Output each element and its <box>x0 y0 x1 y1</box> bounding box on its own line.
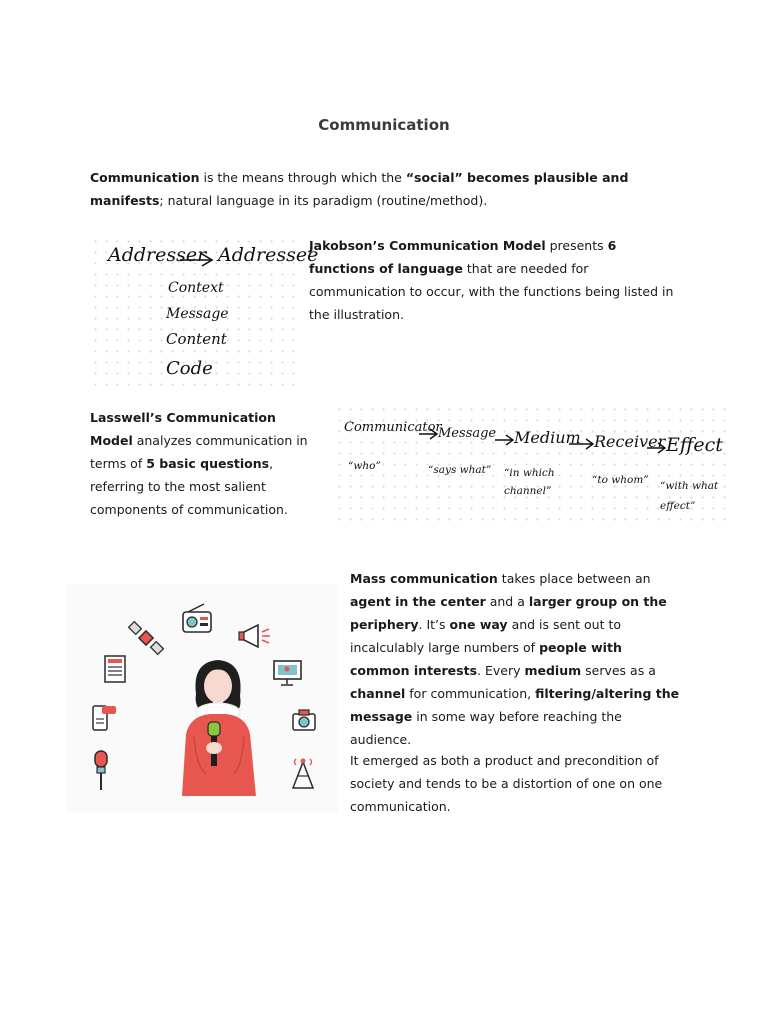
lasswell-diagram <box>334 404 732 526</box>
camera-icon <box>290 706 318 734</box>
mass-text-run: and a <box>485 594 529 609</box>
mass-bold-run: people with common interests <box>350 640 622 678</box>
mass-text-run: . It’s <box>418 617 450 632</box>
intro-bold-2: “social” becomes plausible and manifests <box>90 170 629 208</box>
jakobson-bold-1: Jakobson’s Communication Model <box>309 238 546 253</box>
lasswell-text-1: analyzes communication in terms of <box>90 433 308 471</box>
lasswell-arrow-3 <box>568 436 596 452</box>
reporter-figure <box>166 656 276 796</box>
mass-bold-run: one way <box>449 617 508 632</box>
mass-text-run: for communication, <box>405 686 536 701</box>
lasswell-question-1: “who” <box>348 460 381 472</box>
radio-icon <box>180 602 214 636</box>
jakobson-item-2: Message <box>166 306 229 322</box>
lasswell-question-4: “to whom” <box>592 474 649 486</box>
phone-icon <box>90 702 120 734</box>
mass-bold-run: larger group on the periphery <box>350 594 667 632</box>
lasswell-bold-1: Lasswell’s Communication Model <box>90 410 276 448</box>
jakobson-arrow <box>178 250 218 270</box>
mass-communication-conclusion: It emerged as both a product and precondition of society and tends to be a distortion of one on one communication. <box>350 753 663 814</box>
mass-bold-run: channel <box>350 686 406 701</box>
lasswell-question-3: “in which channel” <box>504 467 555 497</box>
satellite-icon <box>128 620 164 656</box>
mass-communication-paragraph <box>350 567 684 751</box>
page-title: Communication <box>318 116 450 134</box>
newspaper-icon <box>102 654 128 684</box>
mass-communication-text <box>350 571 679 747</box>
jakobson-item-4: Code <box>166 358 213 379</box>
megaphone-icon <box>238 622 272 652</box>
jakobson-addresser: Addresser <box>108 244 207 266</box>
mass-text-run: takes place between an <box>497 571 651 586</box>
mass-bold-run: agent in the center <box>350 594 486 609</box>
lasswell-node-2: Message <box>438 426 497 441</box>
jakobson-text-2: that are needed for communication to occur, with the functions being listed in the illustration. <box>309 261 674 322</box>
lasswell-arrow-2 <box>494 432 516 448</box>
lasswell-question-2: “says what” <box>428 464 492 476</box>
jakobson-item-3: Content <box>166 330 227 348</box>
mass-text-run: and is sent out to incalculably large numbers of <box>350 617 622 655</box>
mass-text-run: in some way before reaching the audience. <box>350 709 622 747</box>
monitor-icon <box>272 658 304 688</box>
jakobson-text-1: presents <box>545 238 608 253</box>
intro-bold-1: Communication <box>90 170 200 185</box>
mass-text-run: . Every <box>477 663 525 678</box>
lasswell-text-2: , referring to the most salient components of communication. <box>90 456 288 517</box>
lasswell-paragraph <box>90 406 322 521</box>
mass-bold-run: filtering/altering the message <box>350 686 680 724</box>
lasswell-node-1: Communicator <box>344 420 442 435</box>
microphone-icon <box>90 748 112 792</box>
lasswell-arrow-1 <box>418 426 440 442</box>
intro-text-1: is the means through which the <box>199 170 406 185</box>
lasswell-question-5: “with what effect” <box>660 480 719 512</box>
lasswell-bold-2: 5 basic questions <box>146 456 270 471</box>
mass-text-run: serves as a <box>581 663 656 678</box>
jakobson-item-1: Context <box>168 280 224 296</box>
mass-communication-illustration <box>66 584 338 812</box>
broadcast-tower-icon <box>288 754 318 790</box>
lasswell-node-5: Effect <box>666 434 723 456</box>
lasswell-arrow-4 <box>646 440 668 456</box>
lasswell-node-4: Receiver <box>594 432 666 451</box>
jakobson-paragraph <box>309 234 684 326</box>
intro-paragraph <box>90 166 680 212</box>
jakobson-bold-2: 6 functions of language <box>309 238 617 276</box>
mass-bold-run: Mass communication <box>350 571 498 586</box>
mass-bold-run: medium <box>524 663 582 678</box>
intro-text-2: ; natural language in its paradigm (routine/method). <box>159 193 488 208</box>
lasswell-node-3: Medium <box>514 428 581 447</box>
jakobson-addressee: Addressee <box>218 244 319 266</box>
jakobson-diagram <box>90 236 319 386</box>
